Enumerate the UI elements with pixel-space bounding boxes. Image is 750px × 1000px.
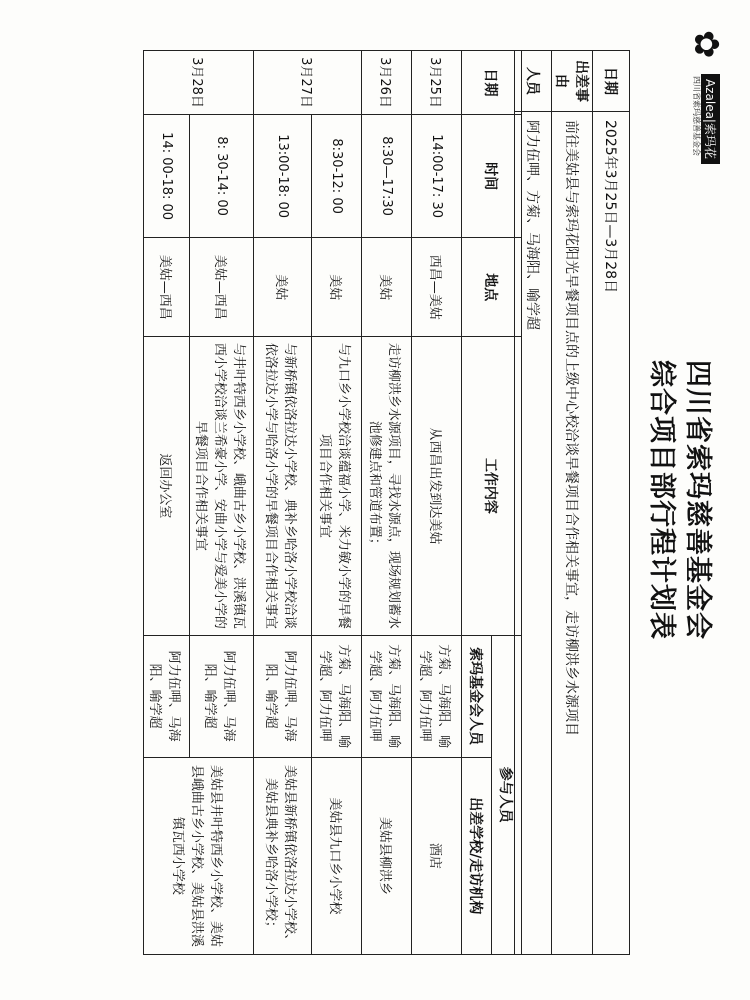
row-org: 美姑县柳洪乡 <box>362 757 412 954</box>
title-line-2: 综合项目部行程计划表 <box>646 360 677 640</box>
row-work: 从西昌出发到达美姑 <box>412 337 462 635</box>
row-foundation: 方菊、马海阳、喻学超、阿力伍呷 <box>362 635 412 757</box>
row-date: 3月26日 <box>362 51 412 115</box>
row-org: 美姑县新桥镇依洛拉达小学校、美姑县典补乡哈洛小学校； <box>254 757 312 954</box>
row-date: 3月25日 <box>412 51 462 115</box>
date-value: 2025年3月25日—3月28日 <box>593 112 630 955</box>
purpose-label: 出差事由 <box>552 51 593 112</box>
row-foundation: 方菊、马海阳、喻学超、阿力伍呷 <box>412 635 462 757</box>
row-foundation: 阿力伍呷、马海阳、喻学超 <box>144 635 190 757</box>
row-foundation: 阿力伍呷、马海阳、喻学超 <box>254 635 312 757</box>
logo-subtitle: 四川省索玛慈善基金会 <box>692 76 701 156</box>
date-label: 日期 <box>593 51 630 112</box>
row-location: 美姑 <box>362 238 412 337</box>
row-work: 与九口乡小学校洽谈蕴福小学、米力敏小学的早餐项目合作相关事宜 <box>312 337 362 635</box>
row-work: 走访柳洪乡水源项目，寻找水源点，现场规划蓄水池修建点和管道布置； <box>362 337 412 635</box>
table-row <box>190 51 254 955</box>
table-row <box>412 51 462 955</box>
row-work: 返回办公室 <box>144 337 190 635</box>
row-time: 8: 30-14: 00 <box>190 114 254 237</box>
title-line-1: 四川省索玛慈善基金会 <box>682 360 713 640</box>
row-org: 酒店 <box>412 757 462 954</box>
row-time: 8:30-12: 00 <box>312 114 362 237</box>
header-date: 日期 <box>462 51 522 115</box>
schedule-table <box>143 50 522 955</box>
header-org: 出差学校/走访机构 <box>462 757 492 954</box>
row-date: 3月28日 <box>144 51 254 115</box>
header-work: 工作内容 <box>462 337 522 635</box>
trip-info-table <box>514 50 630 955</box>
row-time: 8:30—17:30 <box>362 114 412 237</box>
logo-brand: Azalea|索玛花 <box>701 74 720 164</box>
row-time: 13:00-18: 00 <box>254 114 312 237</box>
table-row <box>362 51 412 955</box>
table-row <box>254 51 312 955</box>
row-work: 与新桥镇依洛拉达小学校、典补乡哈洛小学校洽谈依洛拉达小学与哈洛小学的早餐项目合作相关事宜 <box>254 337 312 635</box>
header-location: 地点 <box>462 238 522 337</box>
table-row <box>312 51 362 955</box>
staff-value: 阿力伍呷、方菊、马海阳、喻学超 <box>515 112 552 955</box>
row-org: 美姑县井叶特西乡小学校、美姑县峨曲古乡小学校、美姑县洪溪镇瓦西小学校 <box>144 757 254 954</box>
row-time: 14: 00-18: 00 <box>144 114 190 237</box>
row-location: 美姑 <box>312 238 362 337</box>
row-date: 3月27日 <box>254 51 362 115</box>
staff-label: 人员 <box>515 51 552 112</box>
header-foundation: 索玛基金会人员 <box>462 635 492 757</box>
row-location: 西昌—美姑 <box>412 238 462 337</box>
row-location: 美姑—西昌 <box>144 238 190 337</box>
row-foundation: 阿力伍呷、马海阳、喻学超 <box>190 635 254 757</box>
row-time: 14:00-17: 30 <box>412 114 462 237</box>
azalea-flower-icon: ✿ <box>686 30 726 59</box>
header-participants: 参与人员 <box>492 635 522 954</box>
row-location: 美姑 <box>254 238 312 337</box>
row-work: 与井叶特西乡小学校、峨曲古乡小学校、洪溪镇瓦西小学校洽谈兰希豪小学、安曲小学与爱美小学的早餐项目合作相关事宜 <box>190 337 254 635</box>
row-org: 美姑县九口乡小学校 <box>312 757 362 954</box>
purpose-value: 前往美姑县与索玛花阳光早餐项目点的上级中心校洽谈早餐项目合作相关事宜，走访柳洪乡水源项目 <box>552 112 593 955</box>
row-foundation: 方菊、马海阳、喻学超、阿力伍呷 <box>312 635 362 757</box>
row-location: 美姑—西昌 <box>190 238 254 337</box>
header-time: 时间 <box>462 114 522 237</box>
